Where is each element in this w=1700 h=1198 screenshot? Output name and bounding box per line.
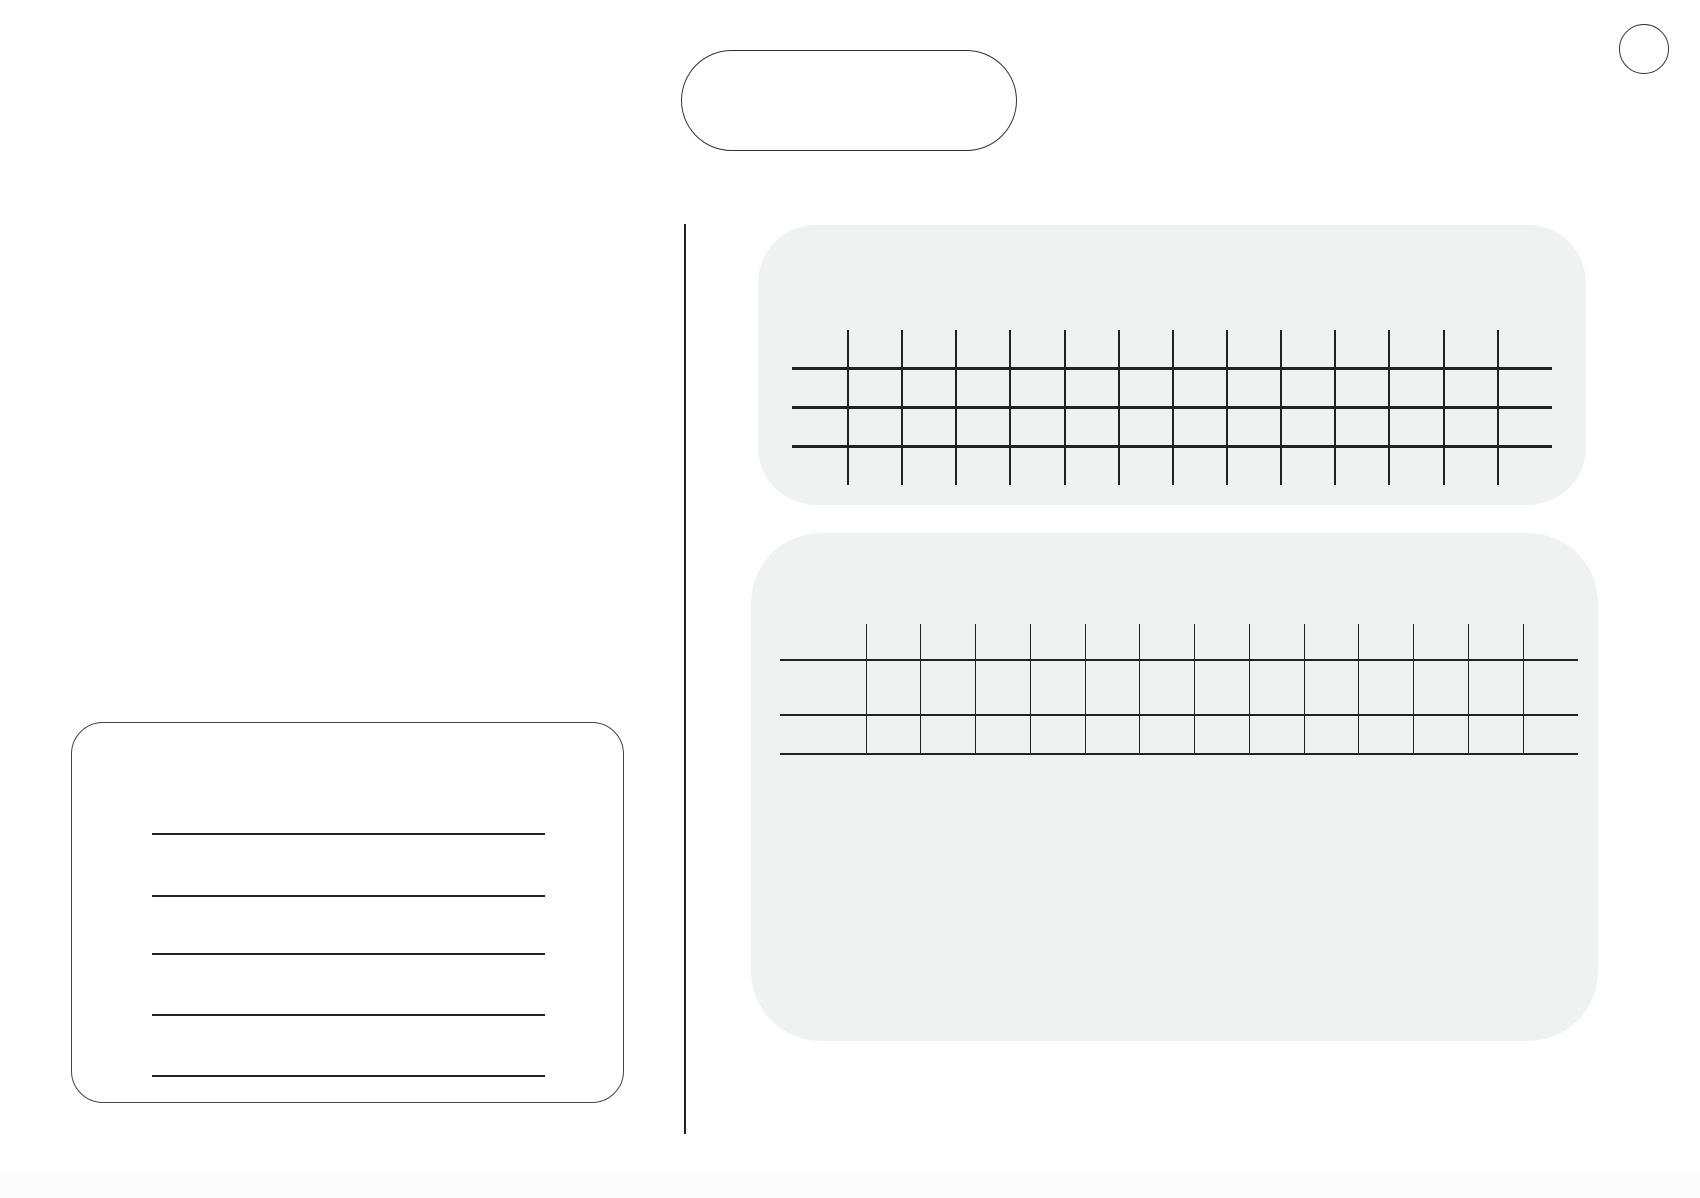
size-header xyxy=(1523,624,1578,660)
table-cell xyxy=(1498,407,1552,446)
size-header xyxy=(902,330,956,368)
size-header xyxy=(1389,330,1443,368)
table-cell xyxy=(1119,368,1173,407)
table-cell xyxy=(902,407,956,446)
table-cell xyxy=(866,660,921,715)
table-cell xyxy=(976,660,1031,715)
measurement-field-hip[interactable] xyxy=(152,915,545,955)
table-cell xyxy=(1010,407,1064,446)
size-header xyxy=(1030,624,1085,660)
table-cell xyxy=(1173,368,1227,407)
table-cell xyxy=(1227,446,1281,485)
table-header-row xyxy=(780,624,1578,660)
your-measurements-card xyxy=(71,722,624,1103)
table-cell xyxy=(1085,715,1140,754)
table-cell xyxy=(1304,715,1359,754)
row-label xyxy=(780,660,866,715)
size-header xyxy=(976,624,1031,660)
table-cell xyxy=(1359,660,1414,715)
table-cell xyxy=(1389,368,1443,407)
table-cell xyxy=(1304,660,1359,715)
table-row xyxy=(780,715,1578,754)
size-header xyxy=(1304,624,1359,660)
table-cell xyxy=(921,715,976,754)
table-cell xyxy=(976,715,1031,754)
table-cell xyxy=(1389,446,1443,485)
table-cell xyxy=(1119,446,1173,485)
table-row xyxy=(792,446,1552,485)
table-cell xyxy=(1444,407,1498,446)
row-label xyxy=(792,407,848,446)
size-header xyxy=(866,624,921,660)
size-header xyxy=(1444,330,1498,368)
body-measurement-table xyxy=(792,330,1552,485)
size-header xyxy=(1227,330,1281,368)
table-cell xyxy=(1195,660,1250,715)
size-header xyxy=(1140,624,1195,660)
table-cell xyxy=(1010,446,1064,485)
table-cell xyxy=(1335,446,1389,485)
table-cell xyxy=(1281,407,1335,446)
table-cell xyxy=(848,446,902,485)
table-row xyxy=(780,660,1578,715)
table-cell xyxy=(1195,715,1250,754)
garment-measurement-panel xyxy=(751,533,1598,1041)
table-cell xyxy=(1444,446,1498,485)
table-cell xyxy=(1414,715,1469,754)
table-cell xyxy=(1523,660,1578,715)
size-header xyxy=(1335,330,1389,368)
corner-cell xyxy=(780,624,866,660)
table-cell xyxy=(848,407,902,446)
table-cell xyxy=(866,715,921,754)
table-cell xyxy=(1065,368,1119,407)
table-cell xyxy=(1335,407,1389,446)
size-header xyxy=(1173,330,1227,368)
size-header xyxy=(1468,624,1523,660)
table-cell xyxy=(1444,368,1498,407)
table-cell xyxy=(1359,715,1414,754)
table-cell xyxy=(1227,368,1281,407)
table-cell xyxy=(902,368,956,407)
table-cell xyxy=(1173,446,1227,485)
measurement-field-waist[interactable] xyxy=(152,857,545,897)
page-footer-strip xyxy=(0,1172,1700,1198)
row-label xyxy=(792,368,848,407)
table-cell xyxy=(1281,368,1335,407)
size-header xyxy=(1085,624,1140,660)
table-cell xyxy=(1140,660,1195,715)
row-label xyxy=(792,446,848,485)
table-cell xyxy=(1335,368,1389,407)
table-cell xyxy=(1030,660,1085,715)
table-cell xyxy=(1030,715,1085,754)
table-header-row xyxy=(792,330,1552,368)
table-cell xyxy=(1414,660,1469,715)
size-header xyxy=(1359,624,1414,660)
table-row xyxy=(792,407,1552,446)
table-cell xyxy=(1523,715,1578,754)
size-header xyxy=(1498,330,1552,368)
table-cell xyxy=(1227,407,1281,446)
table-cell xyxy=(921,660,976,715)
table-cell xyxy=(1065,446,1119,485)
table-cell xyxy=(1065,407,1119,446)
table-cell xyxy=(1498,368,1552,407)
measurement-field-bust[interactable] xyxy=(152,795,545,835)
size-header xyxy=(1281,330,1335,368)
table-row xyxy=(792,368,1552,407)
table-cell xyxy=(956,446,1010,485)
size-header xyxy=(1119,330,1173,368)
body-measurement-panel xyxy=(758,225,1586,505)
table-cell xyxy=(1468,715,1523,754)
table-cell xyxy=(1498,446,1552,485)
table-cell xyxy=(1010,368,1064,407)
row-label xyxy=(780,715,866,754)
size-header xyxy=(921,624,976,660)
corner-cell xyxy=(792,330,848,368)
garment-measurement-table xyxy=(780,624,1578,755)
table-cell xyxy=(848,368,902,407)
table-cell xyxy=(902,446,956,485)
page-title xyxy=(681,50,1017,151)
table-cell xyxy=(1085,660,1140,715)
table-cell xyxy=(1119,407,1173,446)
table-cell xyxy=(1249,715,1304,754)
table-cell xyxy=(956,368,1010,407)
size-header xyxy=(848,330,902,368)
table-cell xyxy=(1468,660,1523,715)
table-cell xyxy=(1140,715,1195,754)
measurement-field-sleeve-length[interactable] xyxy=(152,1037,545,1077)
size-header xyxy=(1414,624,1469,660)
table-cell xyxy=(1389,407,1443,446)
table-cell xyxy=(1173,407,1227,446)
size-header xyxy=(1249,624,1304,660)
column-divider xyxy=(684,224,686,1134)
table-cell xyxy=(1281,446,1335,485)
page-number-badge xyxy=(1619,24,1669,74)
measurement-field-shoulder-to-shoulder[interactable] xyxy=(152,976,545,1016)
size-header xyxy=(1010,330,1064,368)
table-cell xyxy=(1249,660,1304,715)
size-header xyxy=(1195,624,1250,660)
size-header xyxy=(1065,330,1119,368)
size-header xyxy=(956,330,1010,368)
table-cell xyxy=(956,407,1010,446)
